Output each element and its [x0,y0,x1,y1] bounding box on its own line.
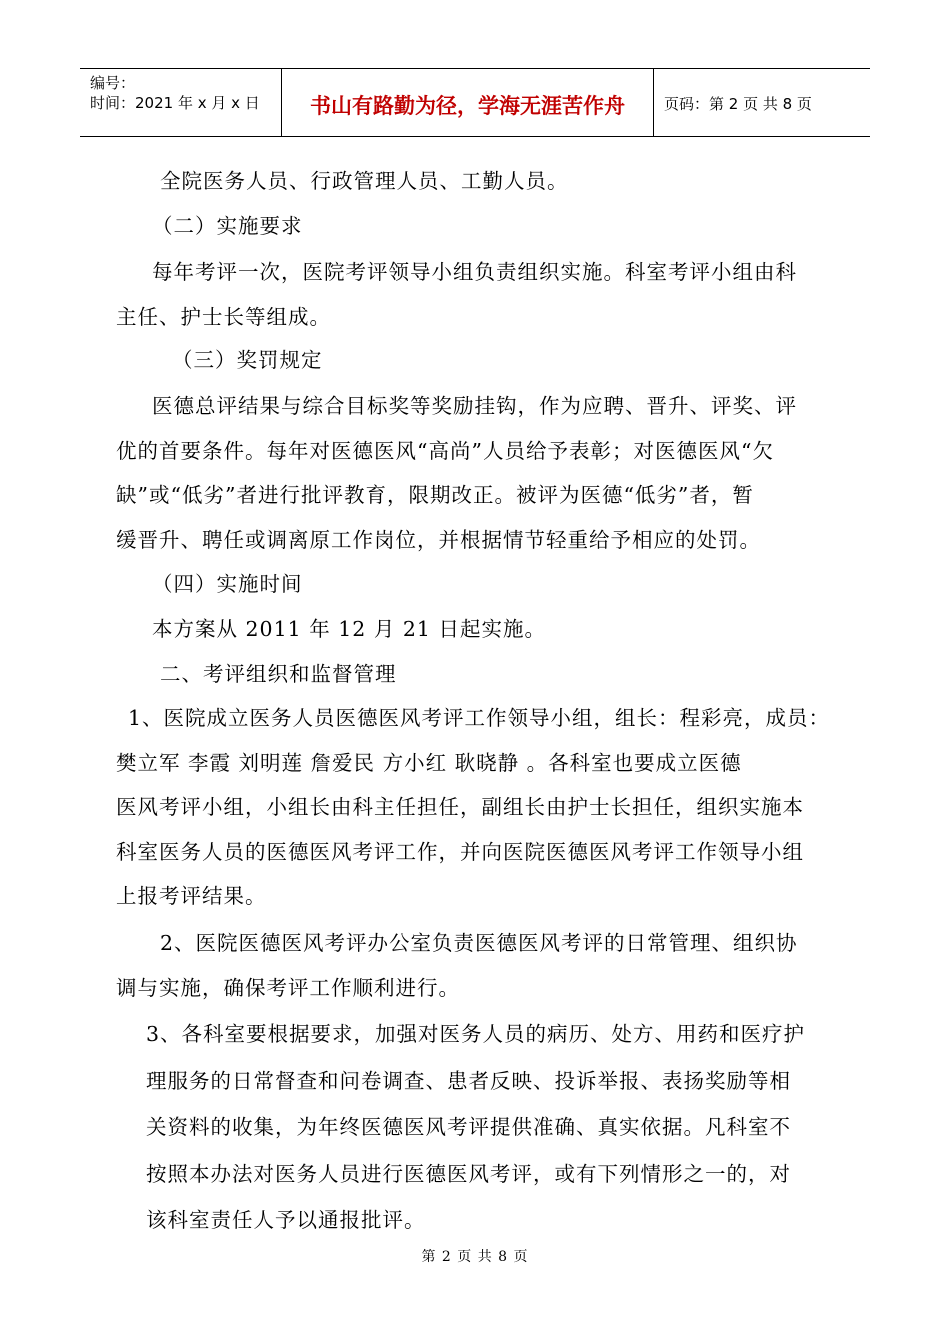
body-line: 调与实施，确保考评工作顺利进行。 [116,976,460,1000]
body-line: 缺”或“低劣”者进行批评教育，限期改正。被评为医德“低劣”者，暂 [116,483,754,507]
section-heading: （四）实施时间 [152,572,303,596]
section-heading: （三）奖罚规定 [172,348,323,372]
section-heading: （二）实施要求 [152,214,303,238]
number-label: 编号： [90,74,136,92]
body-line: 该科室责任人予以通报批评。 [146,1208,426,1232]
body-line: 理服务的日常督查和问卷调查、患者反映、投诉举报、表扬奖励等相 [146,1069,791,1093]
body-line: 3、各科室要根据要求，加强对医务人员的病历、处方、用药和医疗护 [146,1022,806,1046]
body-line: 按照本办法对医务人员进行医德医风考评，或有下列情形之一的，对 [146,1162,791,1186]
body-line: 优的首要条件。每年对医德医风“高尚”人员给予表彰；对医德医风“欠 [116,439,774,463]
page-header [80,68,870,137]
body-line: 关资料的收集，为年终医德医风考评提供准确、真实依据。凡科室不 [146,1115,791,1139]
body-line: 每年考评一次，医院考评领导小组负责组织实施。科室考评小组由科 [152,260,797,284]
body-line: 缓晋升、聘任或调离原工作岗位，并根据情节轻重给予相应的处罚。 [116,528,761,552]
body-line: 科室医务人员的医德医风考评工作，并向医院医德医风考评工作领导小组 [116,840,804,864]
time-label: 时间：2021 年 x 月 x 日 [90,94,260,112]
section-heading: 二、考评组织和监督管理 [160,662,397,686]
body-line: 医风考评小组，小组长由科主任担任，副组长由护士长担任，组织实施本 [116,795,804,819]
body-line: 全院医务人员、行政管理人员、工勤人员。 [160,169,569,193]
body-line: 上报考评结果。 [116,884,267,908]
body-line: 1、医院成立医务人员医德医风考评工作领导小组，组长：程彩亮，成员： [128,706,831,730]
body-line: 医德总评结果与综合目标奖等奖励挂钩，作为应聘、晋升、评奖、评 [152,394,797,418]
header-motto: 书山有路勤为径，学海无涯苦作舟 [282,69,654,136]
header-meta [80,69,282,136]
body-line: 2、医院医德医风考评办公室负责医德医风考评的日常管理、组织协 [160,931,798,955]
body-line: 本方案从 2011 年 12 月 21 日起实施。 [152,617,546,641]
body-line: 主任、护士长等组成。 [116,305,331,329]
header-page-label: 页码：第 2 页 共 8 页 [664,95,812,113]
body-line: 樊立军 李霞 刘明莲 詹爱民 方小红 耿晓静 。各科室也要成立医德 [116,751,742,775]
page-footer: 第 2 页 共 8 页 [421,1249,529,1265]
